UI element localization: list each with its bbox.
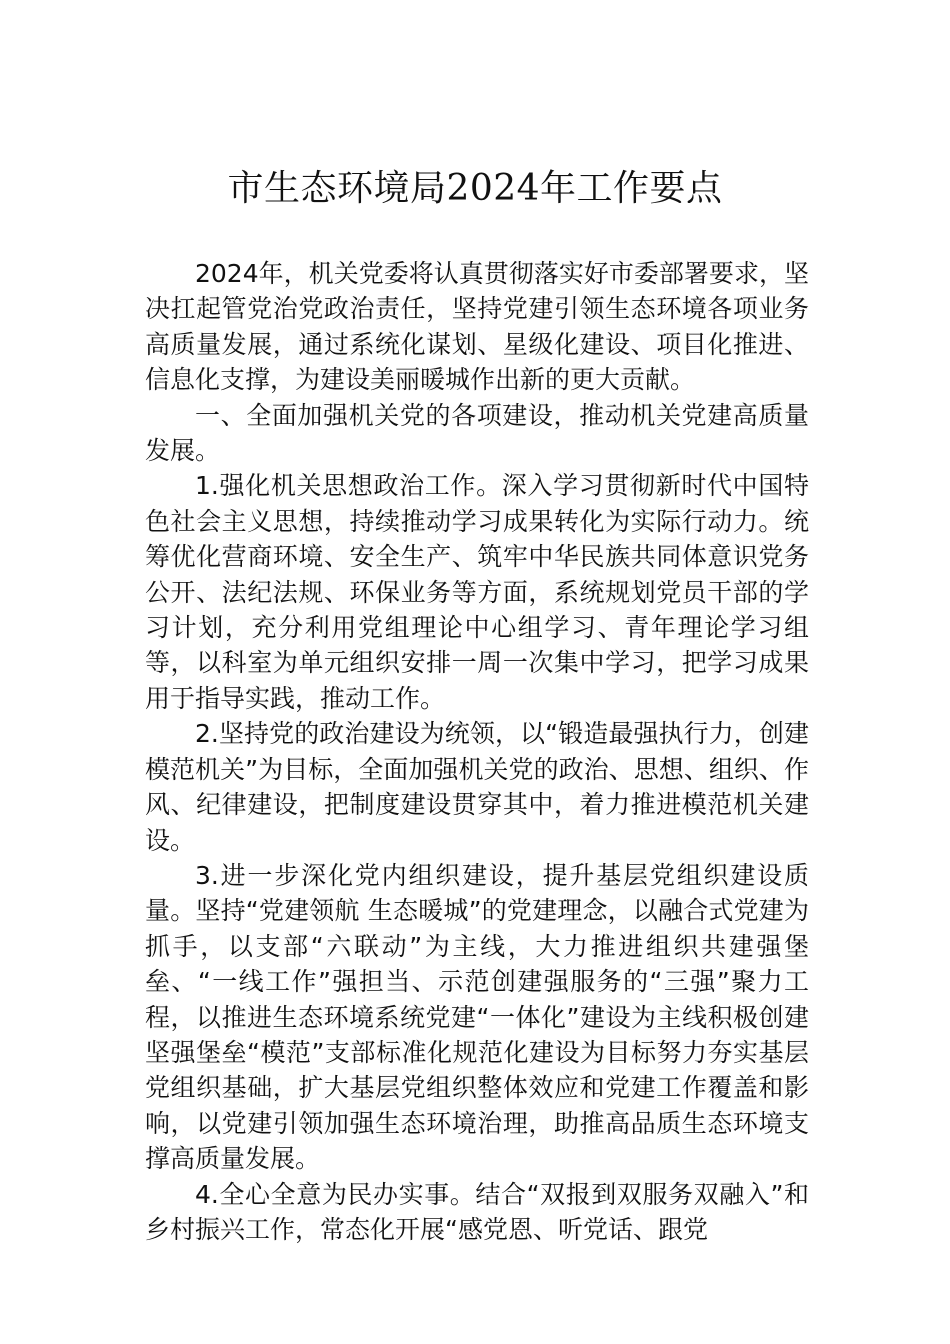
item-paragraph-4: 4.全心全意为民办实事。结合“双报到双服务双融入”和乡村振兴工作，常态化开展“感党恩、听党话、跟党 (145, 1179, 809, 1244)
item-paragraph-2: 2.坚持党的政治建设为统领，以“锻造最强执行力，创建模范机关”为目标，全面加强机关党的政治、思想、组织、作风、纪律建设，把制度建设贯穿其中，着力推进模范机关建设。 (145, 719, 809, 855)
document-title: 市生态环境局2024年工作要点 (227, 168, 723, 209)
item-paragraph-1: 1.强化机关思想政治工作。深入学习贯彻新时代中国特色社会主义思想，持续推动学习成果转化为实际行动力。统筹优化营商环境、安全生产、筑牢中华民族共同体意识党务公开、法纪法规、环保业务等方面，系统规划党员干部的学习计划，充分利用党组理论中心组学习、青年理论学习组等，以科室为单元组织安排一周一次集中学习，把学习成果用于指导实践，推动工作。 (145, 471, 809, 713)
document-body (145, 256, 809, 1247)
section-heading-1: 一、全面加强机关党的各项建设，推动机关党建高质量发展。 (145, 400, 809, 466)
intro-paragraph: 2024年，机关党委将认真贯彻落实好市委部署要求，坚决扛起管党治党政治责任，坚持党建引领生态环境各项业务高质量发展，通过系统化谋划、星级化建设、项目化推进、信息化支撑，为建设美丽暖城作出新的更大贡献。 (145, 259, 809, 395)
item-paragraph-3: 3.进一步深化党内组织建设，提升基层党组织建设质量。坚持“党建领航 生态暖城”的党建理念，以融合式党建为抓手，以支部“六联动”为主线，大力推进组织共建强堡垒、“一线工作”强担当、示范创建强服务的“三强”聚力工程，以推进生态环境系统党建“一体化”建设为主线积极创建坚强堡垒“模范”支部标准化规范化建设为目标努力夯实基层党组织基础，扩大基层党组织整体效应和党建工作覆盖和影响，以党建引领加强生态环境治理，助推高品质生态环境支撑高质量发展。 (145, 860, 809, 1174)
